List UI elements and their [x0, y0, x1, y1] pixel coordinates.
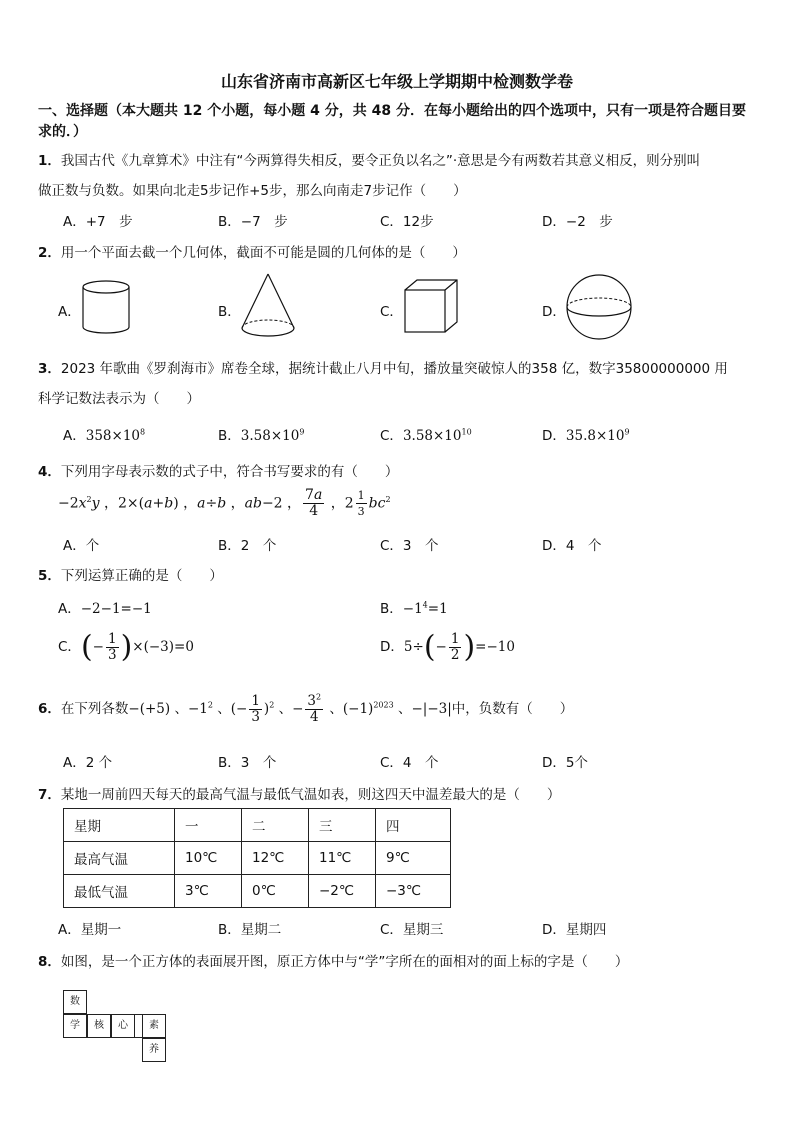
q4-expressions: $-2x^2y$ ，2×(a+b) ，a÷b ，ab−2 ， $\frac{7a}{4}$ ，2 $\frac{1}{3}$ $bc^2$ — [58, 487, 391, 519]
table-cell: 12℃ — [242, 842, 309, 875]
question-2: 2．用一个平面去截一个几何体，截面不可能是圆的几何体的是（ ） — [38, 245, 466, 261]
question-6: 6．在下列各数−(+5) 、$-1^2$ 、(− $\frac{1}{3}$ )$^2$ 、− $\frac{3^2}{4}$ 、$(-1)^{2023}$ 、−|−3|中，负数有（ ） — [38, 692, 574, 725]
net-cell: 数 — [63, 990, 87, 1014]
net-connector — [135, 1014, 143, 1038]
q1-option-d[interactable]: D．−2 步 — [542, 214, 613, 230]
q1-option-c[interactable]: C．12步 — [380, 214, 434, 230]
net-cell: 心 — [111, 1014, 135, 1038]
q7-option-b[interactable]: B．星期二 — [218, 922, 282, 938]
table-cell: 11℃ — [309, 842, 376, 875]
q4-option-a[interactable]: A．个 — [63, 538, 100, 554]
exam-title: 山东省济南市高新区七年级上学期期中检测数学卷 — [220, 72, 573, 91]
q6-option-d[interactable]: D．5个 — [542, 755, 588, 771]
q3-text-line2: 科学记数法表示为（ ） — [38, 391, 200, 407]
net-cell: 学 — [63, 1014, 87, 1038]
net-cell: 素 — [142, 1014, 166, 1038]
section-heading: 一、选择题（本大题共 12 个小题，每小题 4 分，共 48 分．在每小题给出的四个选项中，只有一项是符合题目要求的．） — [38, 103, 746, 140]
table-cell: 10℃ — [175, 842, 242, 875]
table-header-row — [64, 809, 451, 842]
q7-option-a[interactable]: A．星期一 — [58, 922, 122, 938]
table-cell: 三 — [309, 809, 376, 842]
q2-option-b-label[interactable]: B． — [218, 304, 241, 320]
table-cell: −2℃ — [309, 875, 376, 908]
question-8: 8．如图，是一个正方体的表面展开图，原正方体中与“学”字所在的面相对的面上标的字是（ ） — [38, 954, 629, 970]
q4-option-b[interactable]: B．2 个 — [218, 538, 277, 554]
q1-option-b[interactable]: B．−7 步 — [218, 214, 288, 230]
q5-option-d[interactable]: D．5÷(− $\frac{1}{2}$ )=−10 — [380, 629, 515, 665]
table-cell: 最低气温 — [64, 875, 175, 908]
q1-option-a[interactable]: A．+7 步 — [63, 214, 133, 230]
table-cell: 最高气温 — [64, 842, 175, 875]
table-cell: −3℃ — [376, 875, 451, 908]
table-cell: 星期 — [64, 809, 175, 842]
table-row — [64, 842, 451, 875]
q3-option-c[interactable]: C．$3.58\times 10^{10}$ — [380, 427, 472, 444]
q7-option-d[interactable]: D．星期四 — [542, 922, 607, 938]
table-cell: 3℃ — [175, 875, 242, 908]
table-cell: 0℃ — [242, 875, 309, 908]
q5-option-c[interactable]: C．(− $\frac{1}{3}$ )×(−3)=0 — [58, 629, 194, 665]
temperature-table — [63, 808, 451, 908]
q6-number-list: −(+5) 、$-1^2$ 、(− $\frac{1}{3}$ )$^2$ 、− $\frac{3^2}{4}$ 、$(-1)^{2023}$ 、−|−3| — [128, 692, 452, 725]
q6-option-b[interactable]: B．3 个 — [218, 755, 277, 771]
q1-text-line1: 我国古代《九章算术》中注有“今两算得失相反，要令正负以名之”·意思是今有两数若其意义相反，则分别叫 — [60, 153, 701, 169]
q6-option-a[interactable]: A．2 个 — [63, 755, 113, 771]
q1-text-line2: 做正数与负数。如果向北走5步记作+5步，那么向南走7步记作（ ） — [38, 183, 467, 199]
q7-option-c[interactable]: C．星期三 — [380, 922, 444, 938]
cone-figure — [238, 272, 298, 342]
q4-option-c[interactable]: C．3 个 — [380, 538, 439, 554]
q2-option-c-label[interactable]: C． — [380, 304, 403, 320]
q3-option-a[interactable]: A．$358\times 10^8$ — [63, 427, 146, 444]
q6-option-c[interactable]: C．4 个 — [380, 755, 439, 771]
net-cell: 核 — [87, 1014, 111, 1038]
q3-option-b[interactable]: B．$3.58\times 10^9$ — [218, 427, 305, 444]
sphere-figure — [564, 272, 634, 342]
table-row — [64, 875, 451, 908]
table-cell: 9℃ — [376, 842, 451, 875]
question-3: 3．2023 年歌曲《罗刹海市》席卷全球，据统计截止八月中旬，播放量突破惊人的358 亿，数字35800000000 用 — [38, 361, 728, 377]
table-cell: 一 — [175, 809, 242, 842]
q2-option-d-label[interactable]: D． — [542, 304, 566, 320]
net-cell: 养 — [142, 1038, 166, 1062]
q5-option-a[interactable]: A．−2−1=−1 — [58, 601, 152, 617]
table-cell: 二 — [242, 809, 309, 842]
q2-option-a-label[interactable]: A． — [58, 304, 81, 320]
question-5: 5．下列运算正确的是（ ） — [38, 568, 223, 584]
q4-option-d[interactable]: D．4 个 — [542, 538, 602, 554]
question-4: 4．下列用字母表示数的式子中，符合书写要求的有（ ） — [38, 464, 399, 480]
q5-option-b[interactable]: B．$-1^4=1$ — [380, 600, 448, 617]
cylinder-figure — [80, 278, 132, 336]
question-1: 1．我国古代《九章算术》中注有“今两算得失相反，要令正负以名之”·意思是今有两数若其意义相反，则分别叫 — [38, 153, 701, 169]
question-7: 7．某地一周前四天每天的最高气温与最低气温如表，则这四天中温差最大的是（ ） — [38, 787, 561, 803]
cube-figure — [403, 278, 459, 336]
table-cell: 四 — [376, 809, 451, 842]
q3-option-d[interactable]: D．$35.8\times 10^9$ — [542, 427, 630, 444]
